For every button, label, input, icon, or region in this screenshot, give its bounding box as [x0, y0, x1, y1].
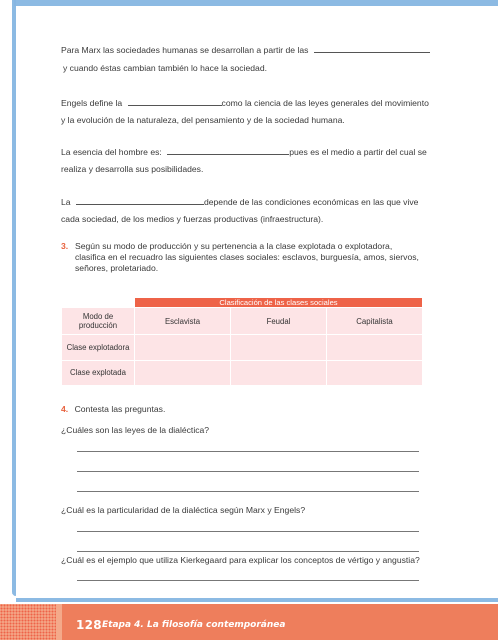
row-header-explotada: Clase explotada	[62, 361, 134, 385]
stage-title: Etapa 4. La filosofía contemporánea	[102, 620, 286, 630]
sentence-1-line-2: y cuando éstas cambian también lo hace la sociedad.	[63, 63, 267, 73]
sentence-2-line-1: Engels define la como la ciencia de las leyes generales del movimiento	[61, 98, 429, 108]
sentence-3-line-1: La esencia del hombre es: pues es el medio a partir del cual se	[61, 147, 427, 157]
cell-explotada-feudal[interactable]	[231, 361, 326, 385]
answer-line-4[interactable]	[77, 531, 419, 532]
sentence-3-line-2: realiza y desarrolla sus posibilidades.	[61, 164, 204, 174]
sentence-1-line-1: Para Marx las sociedades humanas se desarrollan a partir de las	[61, 44, 430, 56]
row-header-explotadora: Clase explotadora	[62, 335, 134, 359]
column-header-capitalista: Capitalista	[327, 308, 422, 334]
answer-line-5[interactable]	[77, 551, 419, 552]
fill-blank-3[interactable]	[167, 146, 289, 155]
answer-line-6[interactable]	[77, 580, 419, 581]
fill-blank-2[interactable]	[128, 97, 222, 106]
question-4-3: ¿Cuál es el ejemplo que utiliza Kierkegaard para explicar los conceptos de vértigo y angustia?	[61, 555, 420, 565]
question-4	[61, 404, 165, 415]
question-4-text: Contesta las preguntas.	[74, 404, 166, 414]
question-3-text: Según su modo de producción y su pertenencia a la clase explotada o explotadora, clasifica en el recuadro las siguientes clases sociales: esclavos, burguesía, amos, siervos, señores, proletariado.	[75, 241, 419, 273]
page-number: 128	[76, 618, 102, 632]
question-4-1: ¿Cuáles son las leyes de la dialéctica?	[61, 425, 210, 435]
table-corner-header: Modo de producción	[62, 308, 134, 334]
social-classes-table	[61, 297, 423, 386]
answer-line-1[interactable]	[77, 451, 419, 452]
fill-blank-4[interactable]	[76, 196, 204, 205]
cell-explotadora-capitalista[interactable]	[327, 335, 422, 359]
answer-line-3[interactable]	[77, 491, 419, 492]
answer-line-2[interactable]	[77, 471, 419, 472]
cell-explotada-esclavista[interactable]	[135, 361, 230, 385]
dotted-frame-left	[12, 0, 16, 596]
question-3	[61, 241, 423, 274]
dotted-frame-bottom	[16, 598, 498, 602]
sentence-4-line-2: cada sociedad, de los medios y fuerzas productivas (infraestructura).	[61, 214, 324, 224]
question-4-2: ¿Cuál es la particularidad de la dialéctica según Marx y Engels?	[61, 505, 306, 515]
column-header-esclavista: Esclavista	[135, 308, 230, 334]
cell-explotadora-esclavista[interactable]	[135, 335, 230, 359]
sentence-2-line-2: y la evolución de la naturaleza, del pensamiento y de la sociedad humana.	[61, 115, 345, 125]
question-4-number: 4.	[61, 404, 69, 414]
sentence-4-line-1: La depende de las condiciones económicas en las que vive	[61, 197, 419, 207]
footer-dot-pattern	[0, 604, 56, 640]
column-header-feudal: Feudal	[231, 308, 326, 334]
dotted-frame-top	[14, 0, 498, 6]
fill-blank-1[interactable]	[314, 44, 430, 53]
cell-explotada-capitalista[interactable]	[327, 361, 422, 385]
cell-explotadora-feudal[interactable]	[231, 335, 326, 359]
table-title: Clasificación de las clases sociales	[135, 298, 422, 307]
question-3-number: 3.	[61, 241, 69, 251]
